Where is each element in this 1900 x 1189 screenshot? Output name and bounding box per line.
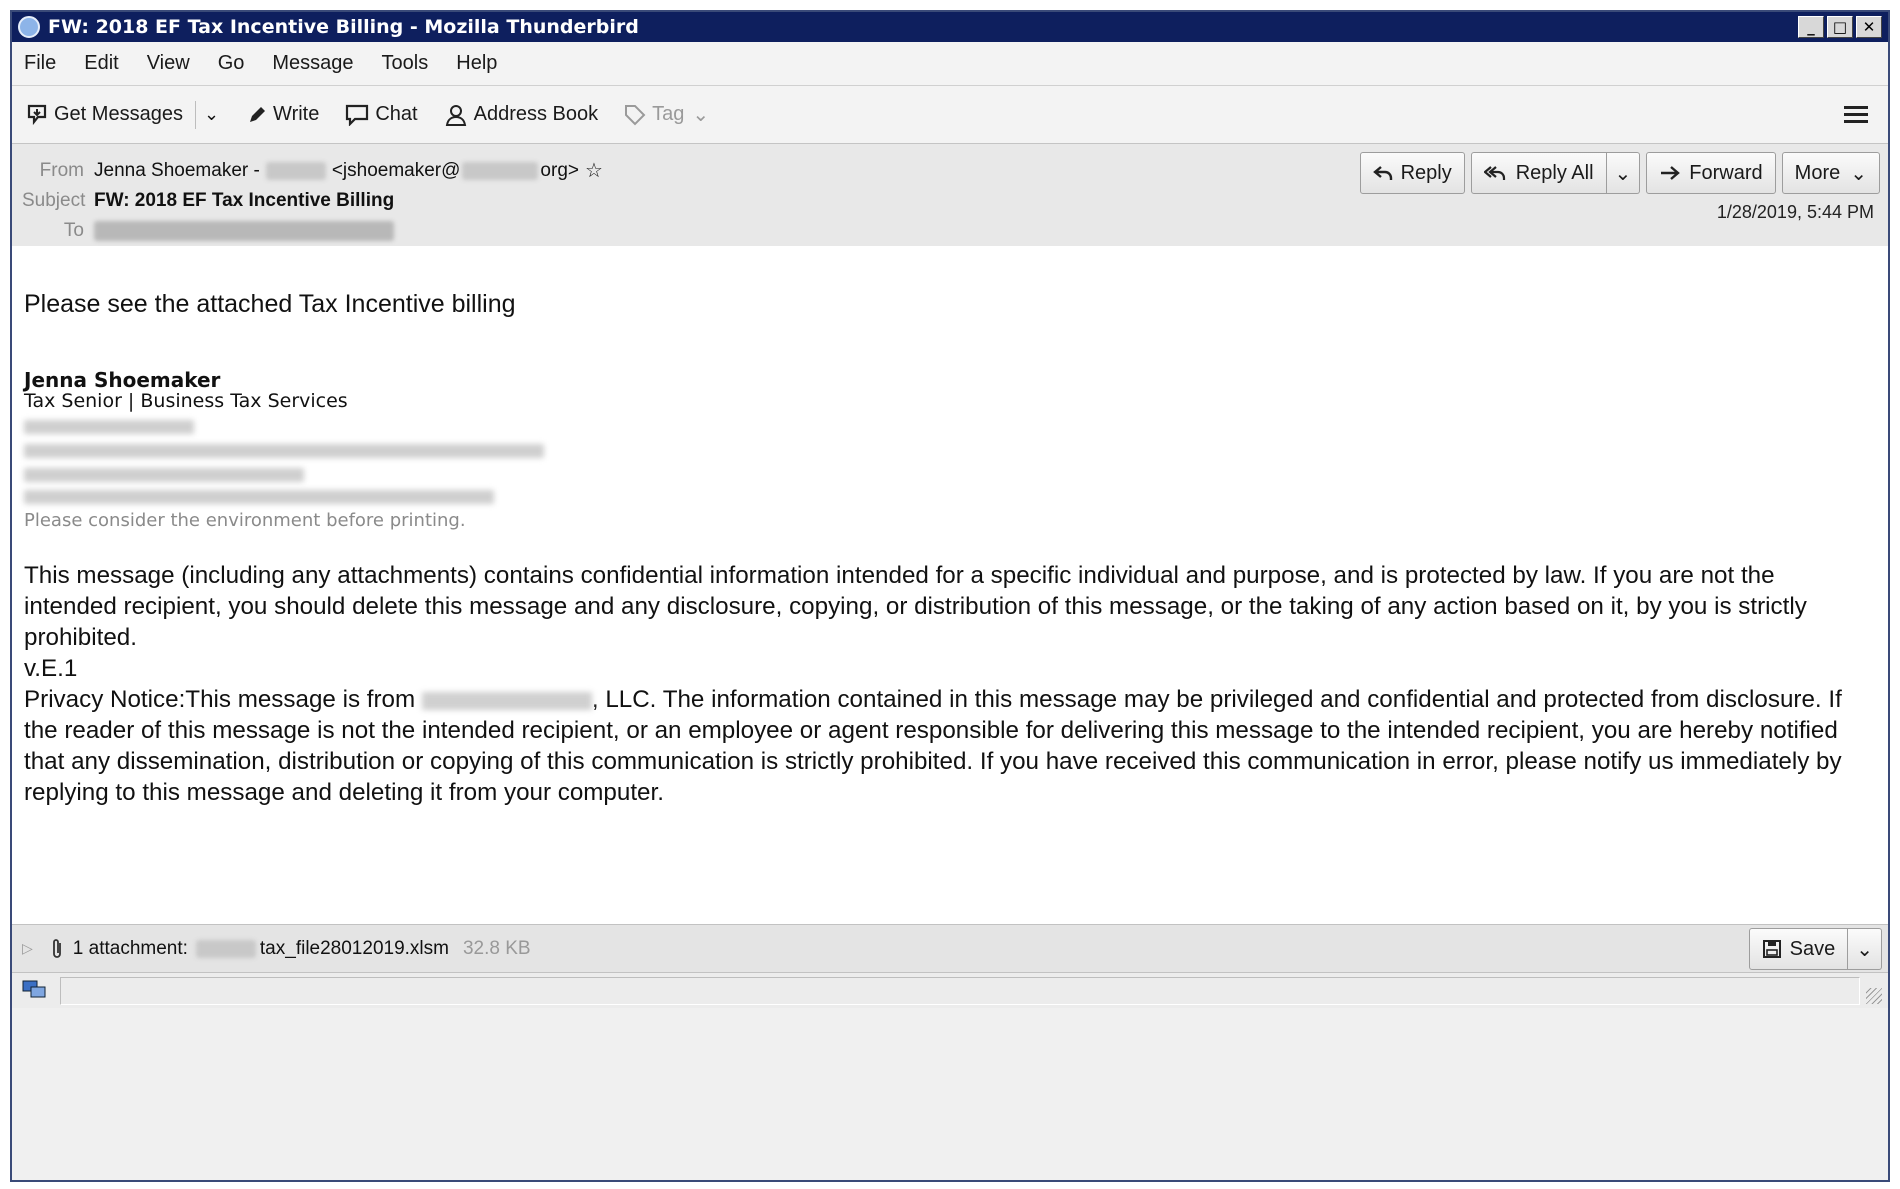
reply-button[interactable] [1360, 152, 1465, 194]
close-button[interactable]: ✕ [1856, 16, 1882, 38]
chat-label: Chat [375, 103, 418, 125]
tag-icon [624, 104, 646, 126]
menu-bar [12, 42, 1888, 86]
attachment-size: 32.8 KB [462, 937, 531, 959]
to-row [22, 220, 394, 242]
from-label: From [39, 159, 84, 181]
forward-label: Forward [1689, 161, 1763, 184]
menu-message[interactable]: Message [272, 52, 354, 74]
confidentiality-paragraph: This message (including any attachments) contains confidential information intended for a specific individual and purpose, and is protected by law. If you are not the intended recipient, you should delete this message and any disclosure, copying, or distribution of this message, or the taking of any action based on it, by you is strictly prohibited. [24, 562, 1807, 651]
write-label: Write [273, 103, 320, 125]
save-group [1743, 928, 1882, 970]
save-dropdown-chevron-icon[interactable]: ⌄ [1848, 928, 1882, 970]
menu-help[interactable]: Help [456, 52, 498, 74]
subject-value: FW: 2018 EF Tax Incentive Billing [94, 190, 395, 211]
reply-all-button[interactable] [1471, 152, 1607, 194]
menu-go[interactable]: Go [217, 52, 245, 74]
greeting-text: Please see the attached Tax Incentive billing [24, 290, 516, 318]
signature-title: Tax Senior | Business Tax Services [24, 390, 348, 412]
forward-button[interactable] [1646, 152, 1775, 194]
to-label: To [63, 220, 84, 241]
title-bar [12, 12, 1888, 42]
chat-icon [345, 104, 369, 126]
get-messages-icon [26, 103, 48, 127]
redacted-domain [462, 162, 538, 180]
maximize-button[interactable]: □ [1827, 16, 1853, 38]
write-button[interactable] [247, 103, 319, 126]
header-actions [1354, 152, 1880, 194]
more-label: More [1794, 161, 1841, 184]
reply-all-dropdown-chevron-icon[interactable]: ⌄ [1607, 152, 1641, 194]
tag-dropdown-chevron-icon: ⌄ [692, 104, 710, 126]
reply-all-icon [1484, 164, 1508, 182]
message-header [12, 144, 1888, 252]
expand-attachments-triangle-icon[interactable]: ▷ [22, 940, 33, 956]
attachment-bar [12, 924, 1888, 972]
resize-grip-icon[interactable] [1866, 988, 1882, 1004]
status-text-field [60, 977, 1860, 1005]
privacy-notice-start: Privacy Notice:This message is from [24, 686, 416, 713]
from-email-start[interactable]: <jshoemaker@ [331, 159, 461, 181]
privacy-notice-end: , LLC. The information contained in this message may be privileged and confidential and protected from disclosure. If the reader of this message is not the intended recipient, or an employee or agent responsible for delivering this message to the intended recipient, you are hereby notified that any dissemination, distribution or copying of this communication is strictly prohibited. If you have received this communication in error, please notify us immediately by replying to this message and deleting it from your computer. [24, 686, 1842, 806]
more-chevron-icon: ⌄ [1850, 162, 1867, 185]
signature-name: Jenna Shoemaker [24, 368, 221, 392]
toolbar-separator [195, 101, 196, 129]
redacted-company [422, 692, 592, 710]
subject-row [22, 190, 394, 212]
redacted-signature-line [24, 468, 304, 482]
message-body [12, 246, 1888, 924]
thunderbird-window [10, 10, 1890, 1182]
reply-all-label: Reply All [1515, 161, 1594, 184]
minimize-button[interactable]: _ [1798, 16, 1824, 38]
save-icon [1762, 939, 1782, 959]
address-book-button[interactable] [444, 103, 599, 127]
reply-label: Reply [1400, 161, 1452, 184]
app-icon [18, 16, 40, 38]
menu-tools[interactable]: Tools [381, 52, 429, 74]
get-messages-label: Get Messages [54, 103, 183, 125]
paperclip-icon [49, 937, 65, 961]
app-menu-hamburger-icon[interactable] [1844, 102, 1868, 127]
address-book-icon [444, 103, 468, 127]
redacted-signature-line [24, 444, 544, 458]
main-toolbar [12, 86, 1888, 144]
environment-note: Please consider the environment before printing. [24, 510, 466, 531]
menu-view[interactable]: View [146, 52, 190, 74]
address-book-label: Address Book [473, 103, 599, 125]
version-line: v.E.1 [24, 655, 78, 682]
menu-edit[interactable]: Edit [84, 52, 119, 74]
subject-label: Subject [22, 190, 86, 211]
from-email-end[interactable]: org> [540, 159, 579, 181]
window-title: FW: 2018 EF Tax Incentive Billing - Mozilla Thunderbird [48, 16, 639, 38]
forward-icon [1659, 165, 1681, 181]
get-messages-dropdown-chevron-icon[interactable]: ⌄ [203, 104, 220, 125]
redacted-file-prefix [196, 940, 256, 958]
legal-disclaimer [24, 560, 1874, 808]
tag-button[interactable] [624, 102, 709, 127]
message-date: 1/28/2019, 5:44 PM [1716, 202, 1874, 222]
save-label: Save [1789, 937, 1836, 960]
reply-icon [1373, 164, 1393, 182]
pencil-icon [247, 105, 267, 125]
from-name[interactable]: Jenna Shoemaker - [94, 159, 260, 181]
save-button[interactable] [1749, 928, 1849, 970]
get-messages-button[interactable] [26, 103, 183, 127]
online-status-icon[interactable] [22, 980, 46, 1000]
redacted-org [266, 162, 326, 180]
status-bar [12, 972, 1888, 1008]
from-row [22, 158, 603, 183]
tag-label: Tag [652, 103, 685, 125]
privacy-notice [24, 684, 1874, 808]
attachment-filename[interactable]: tax_file28012019.xlsm [259, 937, 449, 959]
redacted-recipient [94, 221, 394, 241]
more-button[interactable] [1782, 152, 1880, 194]
chat-button[interactable] [345, 103, 417, 126]
attachment-count: 1 attachment: [72, 937, 188, 959]
menu-file[interactable]: File [24, 52, 57, 74]
redacted-signature-line [24, 420, 194, 434]
redacted-signature-line [24, 490, 494, 504]
star-icon[interactable]: ☆ [584, 160, 603, 182]
